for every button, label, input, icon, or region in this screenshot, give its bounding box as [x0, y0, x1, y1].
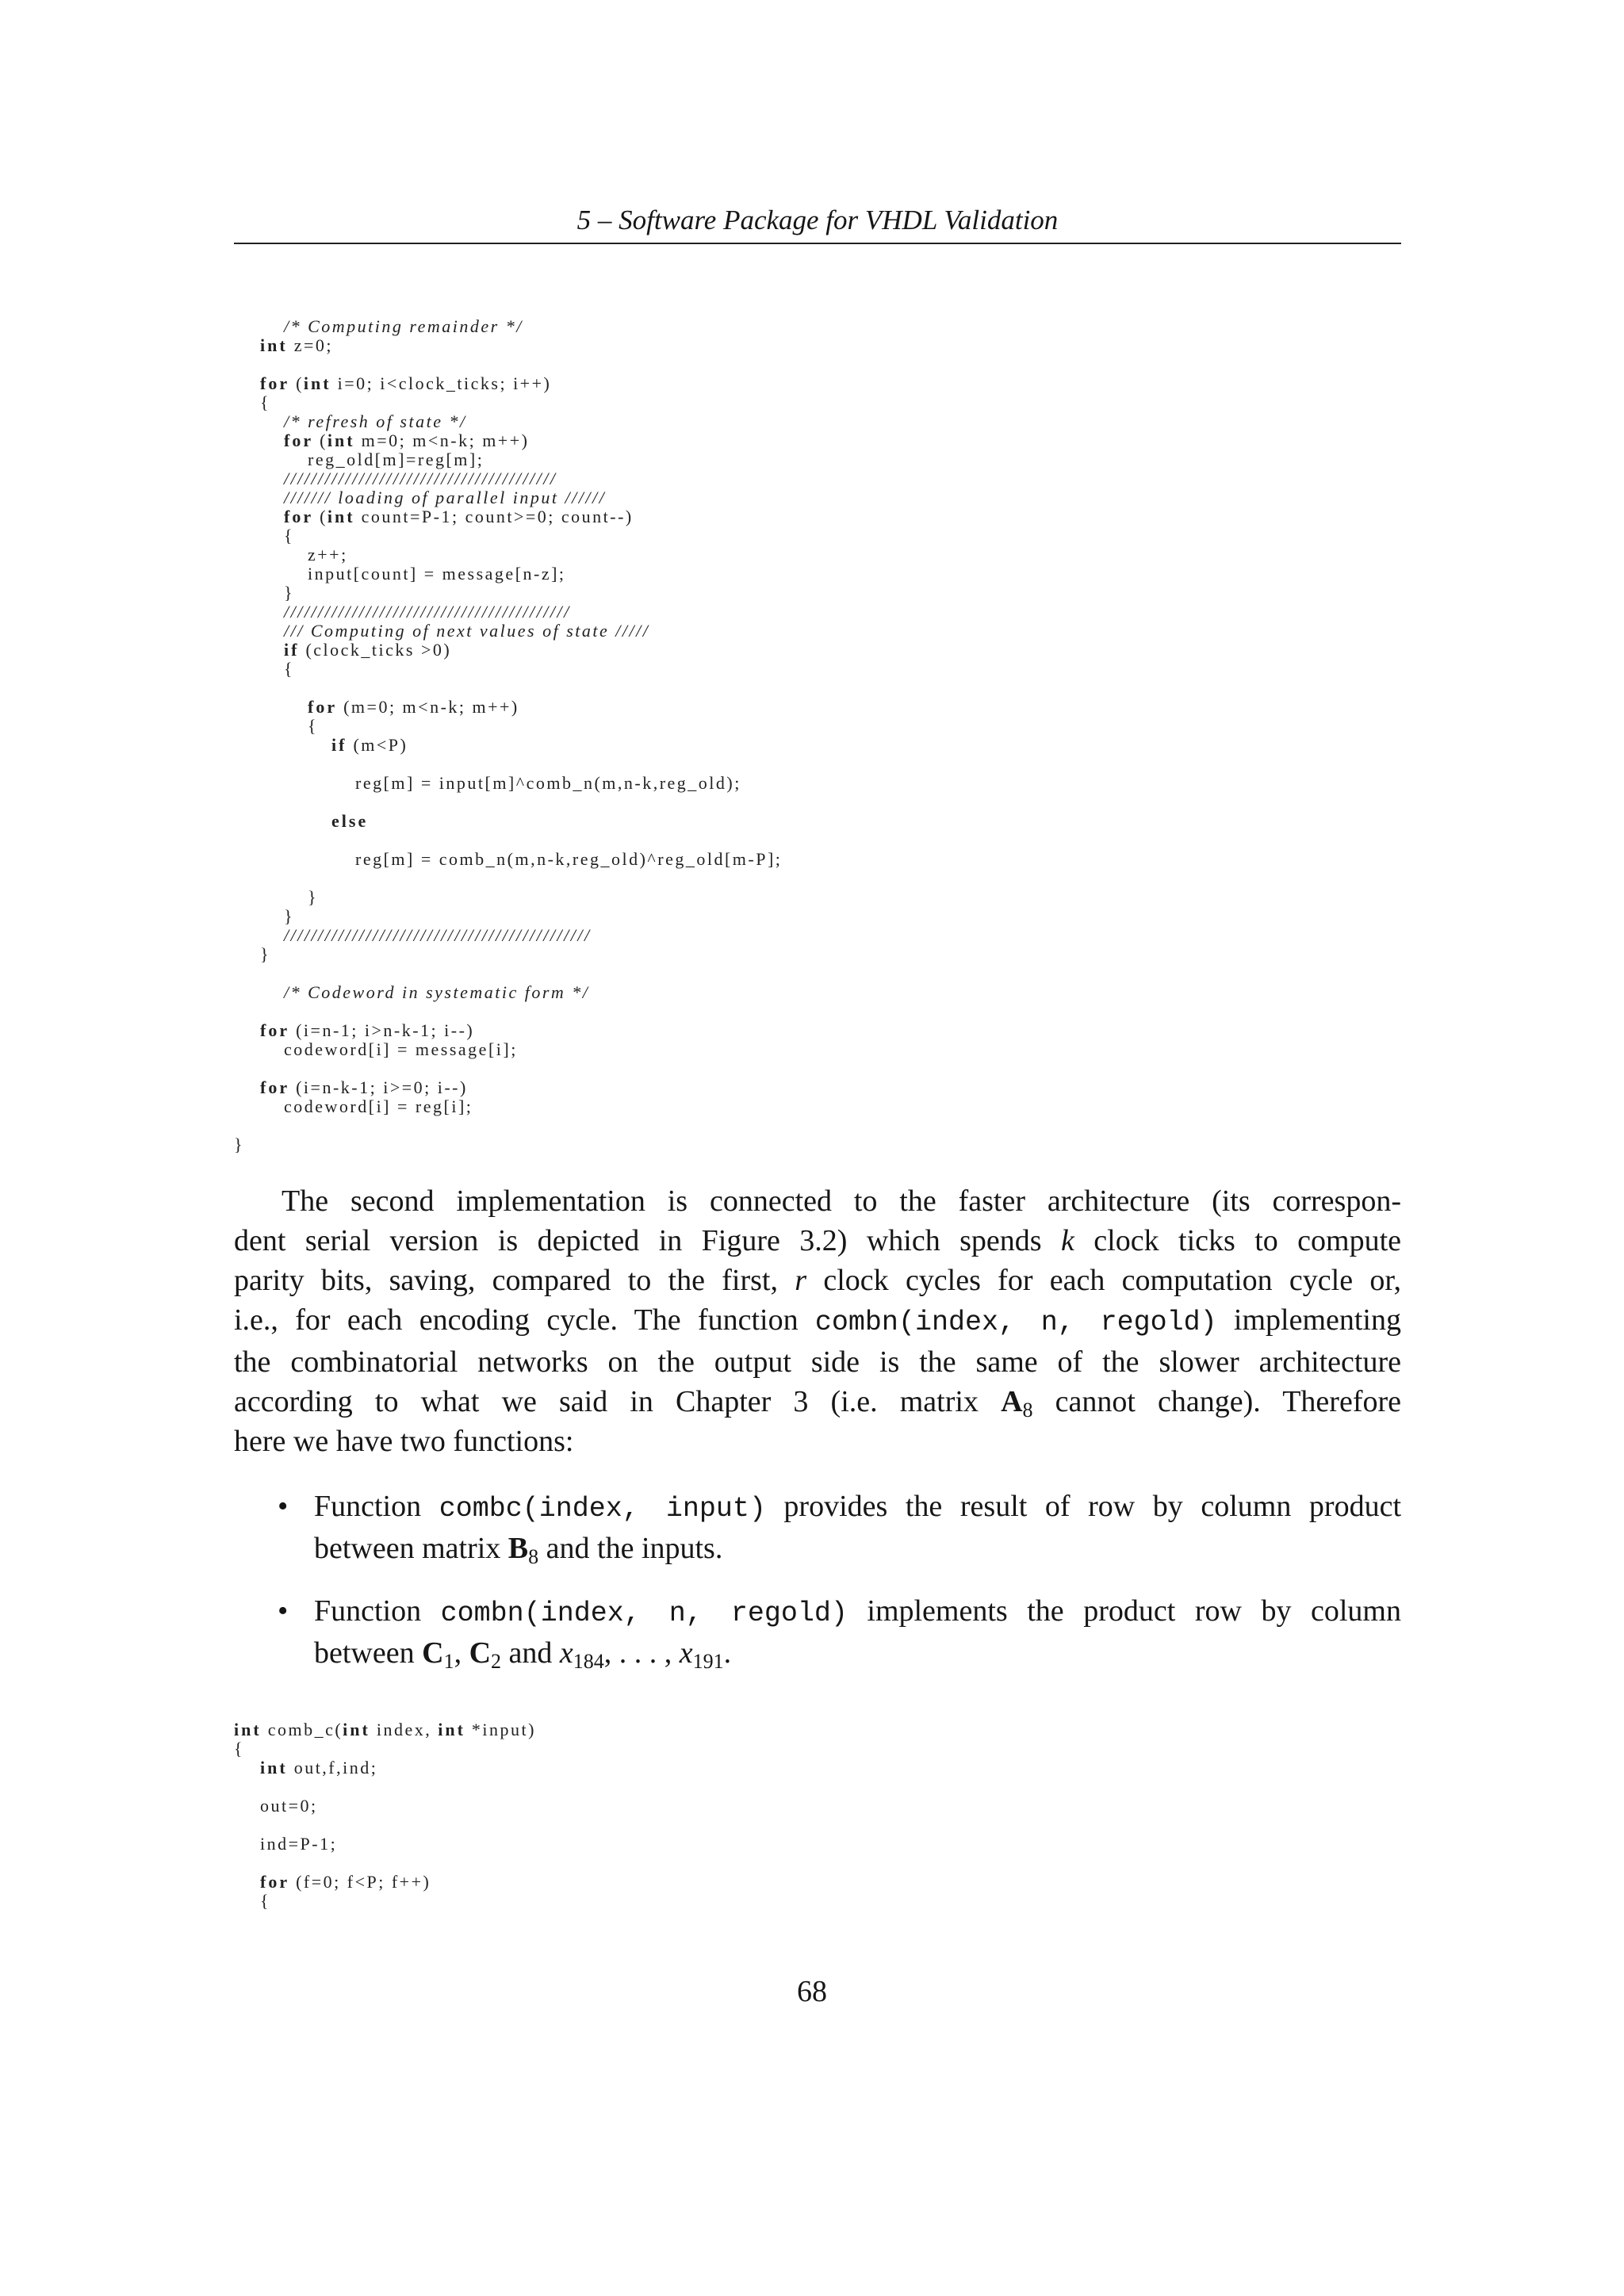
bullet-line: between matrix $B_8$ and the inputs.: [314, 1532, 723, 1568]
bullet-line: between $C_1$, $C_2$ and $x_{184}$, . . . , $x_{191}$.: [314, 1636, 732, 1673]
code-line: int comb_c(int index, int *input): [234, 1720, 536, 1739]
code-line: {: [308, 716, 319, 736]
code-line: {: [260, 1891, 271, 1911]
code-line: for (int i=0; i<clock_ticks; i++): [260, 373, 552, 393]
code-line: }: [260, 944, 271, 964]
code-line: {: [260, 392, 271, 412]
code-line: }: [284, 583, 295, 603]
code-line: reg[m] = input[m]^comb_n(m,n-k,reg_old);: [355, 773, 741, 793]
paragraph-line: dent serial version is depicted in Figure 3.2) which spends k clock ticks to compute: [234, 1224, 1402, 1257]
code-line: /* Codeword in systematic form */: [284, 982, 590, 1002]
code-line: }: [308, 887, 319, 907]
code-line: {: [284, 526, 295, 545]
code-line: for (i=n-1; i>n-k-1; i--): [260, 1020, 475, 1040]
code-line: reg_old[m]=reg[m];: [308, 450, 485, 469]
code-line: /// Computing of next values of state /////: [284, 621, 650, 641]
code-line: //////////////////////////////////////////: [284, 602, 571, 622]
code-line: reg[m] = comb_n(m,n-k,reg_old)^reg_old[m-P];: [355, 849, 783, 869]
paragraph-line: the combinatorial networks on the output side is the same of the slower architecture: [234, 1345, 1401, 1379]
code-line: codeword[i] = reg[i];: [284, 1096, 473, 1116]
code-line: for (int m=0; m<n-k; m++): [284, 430, 530, 450]
code-line: else: [331, 811, 369, 831]
page-number: 68: [797, 1975, 827, 2008]
code-line: /////// loading of parallel input //////: [284, 488, 607, 507]
code-line: /* refresh of state */: [284, 411, 467, 431]
paragraph-line: parity bits, saving, compared to the first, r clock cycles for each computation cycle or,: [234, 1264, 1401, 1297]
code-line: for (f=0; f<P; f++): [260, 1872, 431, 1892]
code-line: }: [234, 1135, 245, 1154]
bullet-text: [314, 1591, 1401, 1673]
code-line: int z=0;: [260, 335, 333, 355]
code-line: ////////////////////////////////////////: [284, 469, 557, 488]
code-line: /////////////////////////////////////////////: [284, 925, 592, 945]
code-line: }: [284, 906, 295, 926]
code-line: ind=P-1;: [260, 1834, 338, 1854]
running-header: 5 – Software Package for VHDL Validation: [576, 205, 1059, 235]
code-line: for (i=n-k-1; i>=0; i--): [260, 1077, 468, 1097]
bullet-text: [314, 1487, 1401, 1568]
code-line: {: [284, 659, 295, 679]
code-line: if (m<P): [331, 735, 408, 755]
paragraph-line: here we have two functions:: [234, 1425, 574, 1458]
code-line: codeword[i] = message[i];: [284, 1039, 518, 1059]
code-line: z++;: [308, 545, 348, 564]
code-line: for (m=0; m<n-k; m++): [308, 697, 519, 717]
paragraph-line: The second implementation is connected to the faster architecture (its correspon-: [282, 1184, 1401, 1218]
code-line: input[count] = message[n-z];: [308, 564, 566, 584]
bullet-line: Function combn(index, n, regold) implements the product row by column: [314, 1594, 1401, 1629]
code-line: if (clock_ticks >0): [284, 640, 452, 660]
bullet-dot-icon: •: [278, 1490, 289, 1523]
bullet-dot-icon: •: [278, 1594, 289, 1628]
code-line: out=0;: [260, 1796, 318, 1816]
paragraph-line: according to what we said in Chapter 3 (i.e. matrix $A_8$ cannot change). Therefore: [234, 1385, 1401, 1422]
header-rule: [234, 243, 1401, 244]
code-line: /* Computing remainder */: [284, 316, 523, 336]
code-line: {: [234, 1739, 245, 1758]
bullet-line: Function combc(index, input) provides the result of row by column product: [314, 1490, 1401, 1525]
code-line: for (int count=P-1; count>=0; count--): [284, 507, 634, 526]
paragraph-line: i.e., for each encoding cycle. The function combn(index, n, regold) implementing: [234, 1303, 1401, 1338]
code-line: int out,f,ind;: [260, 1758, 378, 1777]
body-paragraph: [234, 1181, 1401, 1461]
